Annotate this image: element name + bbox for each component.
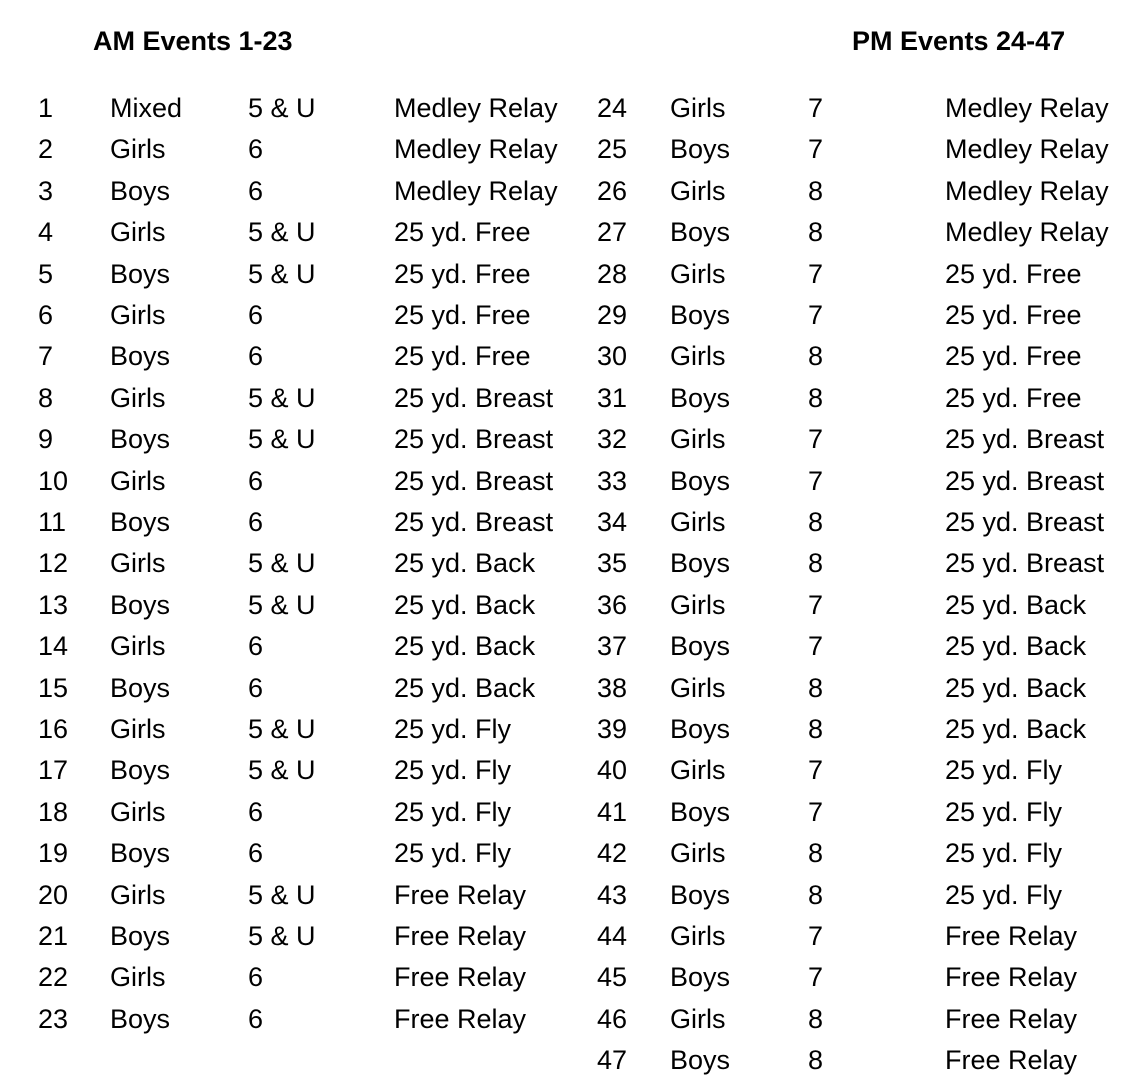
pm-stroke: 25 yd. Breast [945,424,1105,455]
pm-event-number: 47 [597,1045,628,1076]
am-gender: Boys [110,258,171,289]
am-stroke: Free Relay [394,1003,527,1034]
pm-gender: Boys [670,548,731,579]
pm-gender: Girls [670,921,726,951]
am-stroke: Free Relay [394,921,527,951]
am-gender: Boys [110,1003,171,1034]
pm-gender: Girls [670,838,726,869]
pm-stroke: 25 yd. Fly [945,879,1063,910]
pm-age-group: 7 [808,93,824,123]
am-age-group: 6 [248,672,264,703]
am-stroke: Free Relay [394,962,527,993]
pm-gender: Boys [670,300,731,330]
pm-age-group: 7 [808,465,824,496]
pm-gender: Boys [670,465,731,496]
am-age-group: 6 [248,796,264,827]
am-gender: Boys [110,341,171,372]
pm-stroke: Free Relay [945,1045,1078,1076]
am-event-number: 16 [38,714,69,744]
pm-event-number: 26 [597,175,628,206]
am-age-group: 5 & U [248,217,316,248]
am-gender: Girls [110,879,166,910]
am-event-number: 18 [38,796,69,827]
pm-event-number: 40 [597,755,628,786]
pm-age-group: 7 [808,962,824,993]
pm-age-group: 8 [808,1003,824,1034]
am-age-group: 5 & U [248,714,316,744]
pm-event-number: 41 [597,796,628,827]
am-event-number: 6 [38,300,54,330]
am-stroke: 25 yd. Breast [394,507,554,537]
pm-event-number: 32 [597,424,628,455]
am-age-group: 6 [248,962,264,993]
pm-age-group: 8 [808,838,824,869]
am-age-group: 6 [248,1003,264,1034]
pm-stroke: 25 yd. Fly [945,755,1063,786]
am-age-group: 6 [248,175,264,206]
pm-age-group: 8 [808,1045,824,1076]
am-age-group: 5 & U [248,755,316,786]
pm-stroke: Free Relay [945,1003,1078,1034]
am-gender: Boys [110,755,171,786]
pm-gender: Girls [670,258,726,289]
pm-event-number: 45 [597,962,628,993]
pm-gender: Girls [670,589,726,620]
pm-age-group: 8 [808,548,824,579]
pm-event-number: 34 [597,507,628,537]
am-age-group: 5 & U [248,258,316,289]
pm-gender: Boys [670,217,731,248]
pm-event-number: 37 [597,631,628,662]
pm-event-number: 35 [597,548,628,579]
pm-event-number: 39 [597,714,628,744]
pm-event-number: 33 [597,465,628,496]
pm-age-group: 8 [808,341,824,372]
am-stroke: 25 yd. Fly [394,796,512,827]
pm-event-number: 25 [597,134,628,165]
am-stroke: Medley Relay [394,175,558,206]
pm-event-number: 36 [597,589,628,620]
pm-gender: Girls [670,1003,726,1034]
pm-event-number: 42 [597,838,628,869]
pm-age-group: 8 [808,382,824,413]
pm-event-number: 28 [597,258,628,289]
am-stroke: 25 yd. Free [394,300,531,330]
am-age-group: 6 [248,300,264,330]
am-gender: Girls [110,217,166,248]
pm-events-title: PM Events 24-47 [852,26,1066,56]
pm-stroke: 25 yd. Free [945,300,1082,330]
am-age-group: 5 & U [248,548,316,579]
pm-age-group: 7 [808,589,824,620]
pm-age-group: 7 [808,755,824,786]
am-age-group: 5 & U [248,424,316,455]
pm-stroke: 25 yd. Fly [945,838,1063,869]
pm-gender: Boys [670,796,731,827]
am-gender: Girls [110,382,166,413]
am-age-group: 6 [248,838,264,869]
am-gender: Boys [110,507,171,537]
pm-gender: Girls [670,175,726,206]
am-age-group: 6 [248,134,264,165]
am-event-number: 9 [38,424,54,455]
am-event-number: 11 [38,507,67,537]
pm-stroke: 25 yd. Free [945,341,1082,372]
pm-gender: Boys [670,134,731,165]
pm-age-group: 7 [808,631,824,662]
am-gender: Mixed [110,93,183,123]
am-stroke: 25 yd. Free [394,258,531,289]
pm-gender: Boys [670,631,731,662]
am-stroke: 25 yd. Fly [394,838,512,869]
am-gender: Boys [110,921,171,951]
pm-stroke: Free Relay [945,962,1078,993]
pm-age-group: 7 [808,134,824,165]
pm-stroke: 25 yd. Back [945,714,1087,744]
am-event-number: 20 [38,879,69,910]
pm-age-group: 7 [808,258,824,289]
am-gender: Girls [110,300,166,330]
am-age-group: 6 [248,507,264,537]
pm-gender: Girls [670,755,726,786]
pm-stroke: 25 yd. Back [945,631,1087,662]
am-gender: Girls [110,796,166,827]
am-stroke: Medley Relay [394,93,558,123]
pm-gender: Girls [670,341,726,372]
am-event-number: 19 [38,838,69,869]
pm-event-number: 30 [597,341,628,372]
am-events-title: AM Events 1-23 [93,26,293,56]
am-age-group: 5 & U [248,93,316,123]
am-stroke: 25 yd. Fly [394,714,512,744]
pm-age-group: 7 [808,424,824,455]
am-event-number: 7 [38,341,54,372]
am-event-number: 10 [38,465,69,496]
pm-gender: Girls [670,507,726,537]
pm-stroke: 25 yd. Back [945,672,1087,703]
am-gender: Girls [110,134,166,165]
am-event-number: 8 [38,382,54,413]
pm-stroke: 25 yd. Breast [945,507,1105,537]
pm-age-group: 8 [808,672,824,703]
am-event-number: 23 [38,1003,69,1034]
am-stroke: 25 yd. Breast [394,382,554,413]
pm-stroke: Medley Relay [945,175,1109,206]
am-stroke: 25 yd. Free [394,341,531,372]
pm-stroke: Medley Relay [945,217,1109,248]
am-stroke: Medley Relay [394,134,558,165]
am-gender: Boys [110,672,171,703]
pm-stroke: 25 yd. Breast [945,465,1105,496]
pm-gender: Boys [670,962,731,993]
am-gender: Girls [110,714,166,744]
pm-event-number: 29 [597,300,628,330]
pm-stroke: 25 yd. Fly [945,796,1063,827]
am-event-number: 12 [38,548,69,579]
am-event-number: 17 [38,755,69,786]
am-age-group: 6 [248,631,264,662]
pm-gender: Boys [670,714,731,744]
pm-age-group: 8 [808,175,824,206]
pm-event-number: 27 [597,217,628,248]
am-age-group: 5 & U [248,382,316,413]
am-event-number: 5 [38,258,54,289]
am-gender: Boys [110,589,171,620]
am-age-group: 6 [248,465,264,496]
pm-event-number: 24 [597,93,628,123]
am-event-number: 2 [38,134,54,165]
pm-stroke: 25 yd. Free [945,382,1082,413]
am-stroke: 25 yd. Breast [394,424,554,455]
pm-event-number: 31 [597,382,628,413]
am-event-number: 15 [38,672,69,703]
pm-age-group: 7 [808,921,824,951]
am-stroke: Free Relay [394,879,527,910]
pm-gender: Boys [670,879,731,910]
am-stroke: 25 yd. Breast [394,465,554,496]
pm-stroke: 25 yd. Back [945,589,1087,620]
pm-gender: Boys [670,382,731,413]
pm-stroke: Medley Relay [945,93,1109,123]
am-gender: Girls [110,548,166,579]
pm-event-number: 43 [597,879,628,910]
pm-event-number: 38 [597,672,628,703]
am-event-number: 14 [38,631,69,662]
am-gender: Girls [110,465,166,496]
am-gender: Boys [110,838,171,869]
pm-age-group: 8 [808,507,824,537]
pm-gender: Girls [670,672,726,703]
am-event-number: 22 [38,962,69,993]
am-event-number: 4 [38,217,54,248]
am-gender: Boys [110,175,171,206]
am-stroke: 25 yd. Fly [394,755,512,786]
pm-stroke: Medley Relay [945,134,1109,165]
pm-age-group: 8 [808,217,824,248]
pm-event-number: 46 [597,1003,628,1034]
am-gender: Boys [110,424,171,455]
am-age-group: 5 & U [248,879,316,910]
am-event-number: 1 [38,93,54,123]
pm-stroke: Free Relay [945,921,1078,951]
am-event-number: 21 [38,921,69,951]
pm-age-group: 7 [808,300,824,330]
am-stroke: 25 yd. Free [394,217,531,248]
pm-gender: Boys [670,1045,731,1076]
pm-stroke: 25 yd. Free [945,258,1082,289]
am-age-group: 6 [248,341,264,372]
pm-age-group: 8 [808,879,824,910]
pm-age-group: 8 [808,714,824,744]
pm-gender: Girls [670,93,726,123]
pm-stroke: 25 yd. Breast [945,548,1105,579]
am-stroke: 25 yd. Back [394,672,536,703]
am-event-number: 13 [38,589,69,620]
am-gender: Girls [110,962,166,993]
am-stroke: 25 yd. Back [394,548,536,579]
am-gender: Girls [110,631,166,662]
am-age-group: 5 & U [248,589,316,620]
pm-gender: Girls [670,424,726,455]
am-event-number: 3 [38,175,54,206]
am-stroke: 25 yd. Back [394,631,536,662]
am-age-group: 5 & U [248,921,316,951]
pm-event-number: 44 [597,921,628,951]
am-stroke: 25 yd. Back [394,589,536,620]
pm-age-group: 7 [808,796,824,827]
